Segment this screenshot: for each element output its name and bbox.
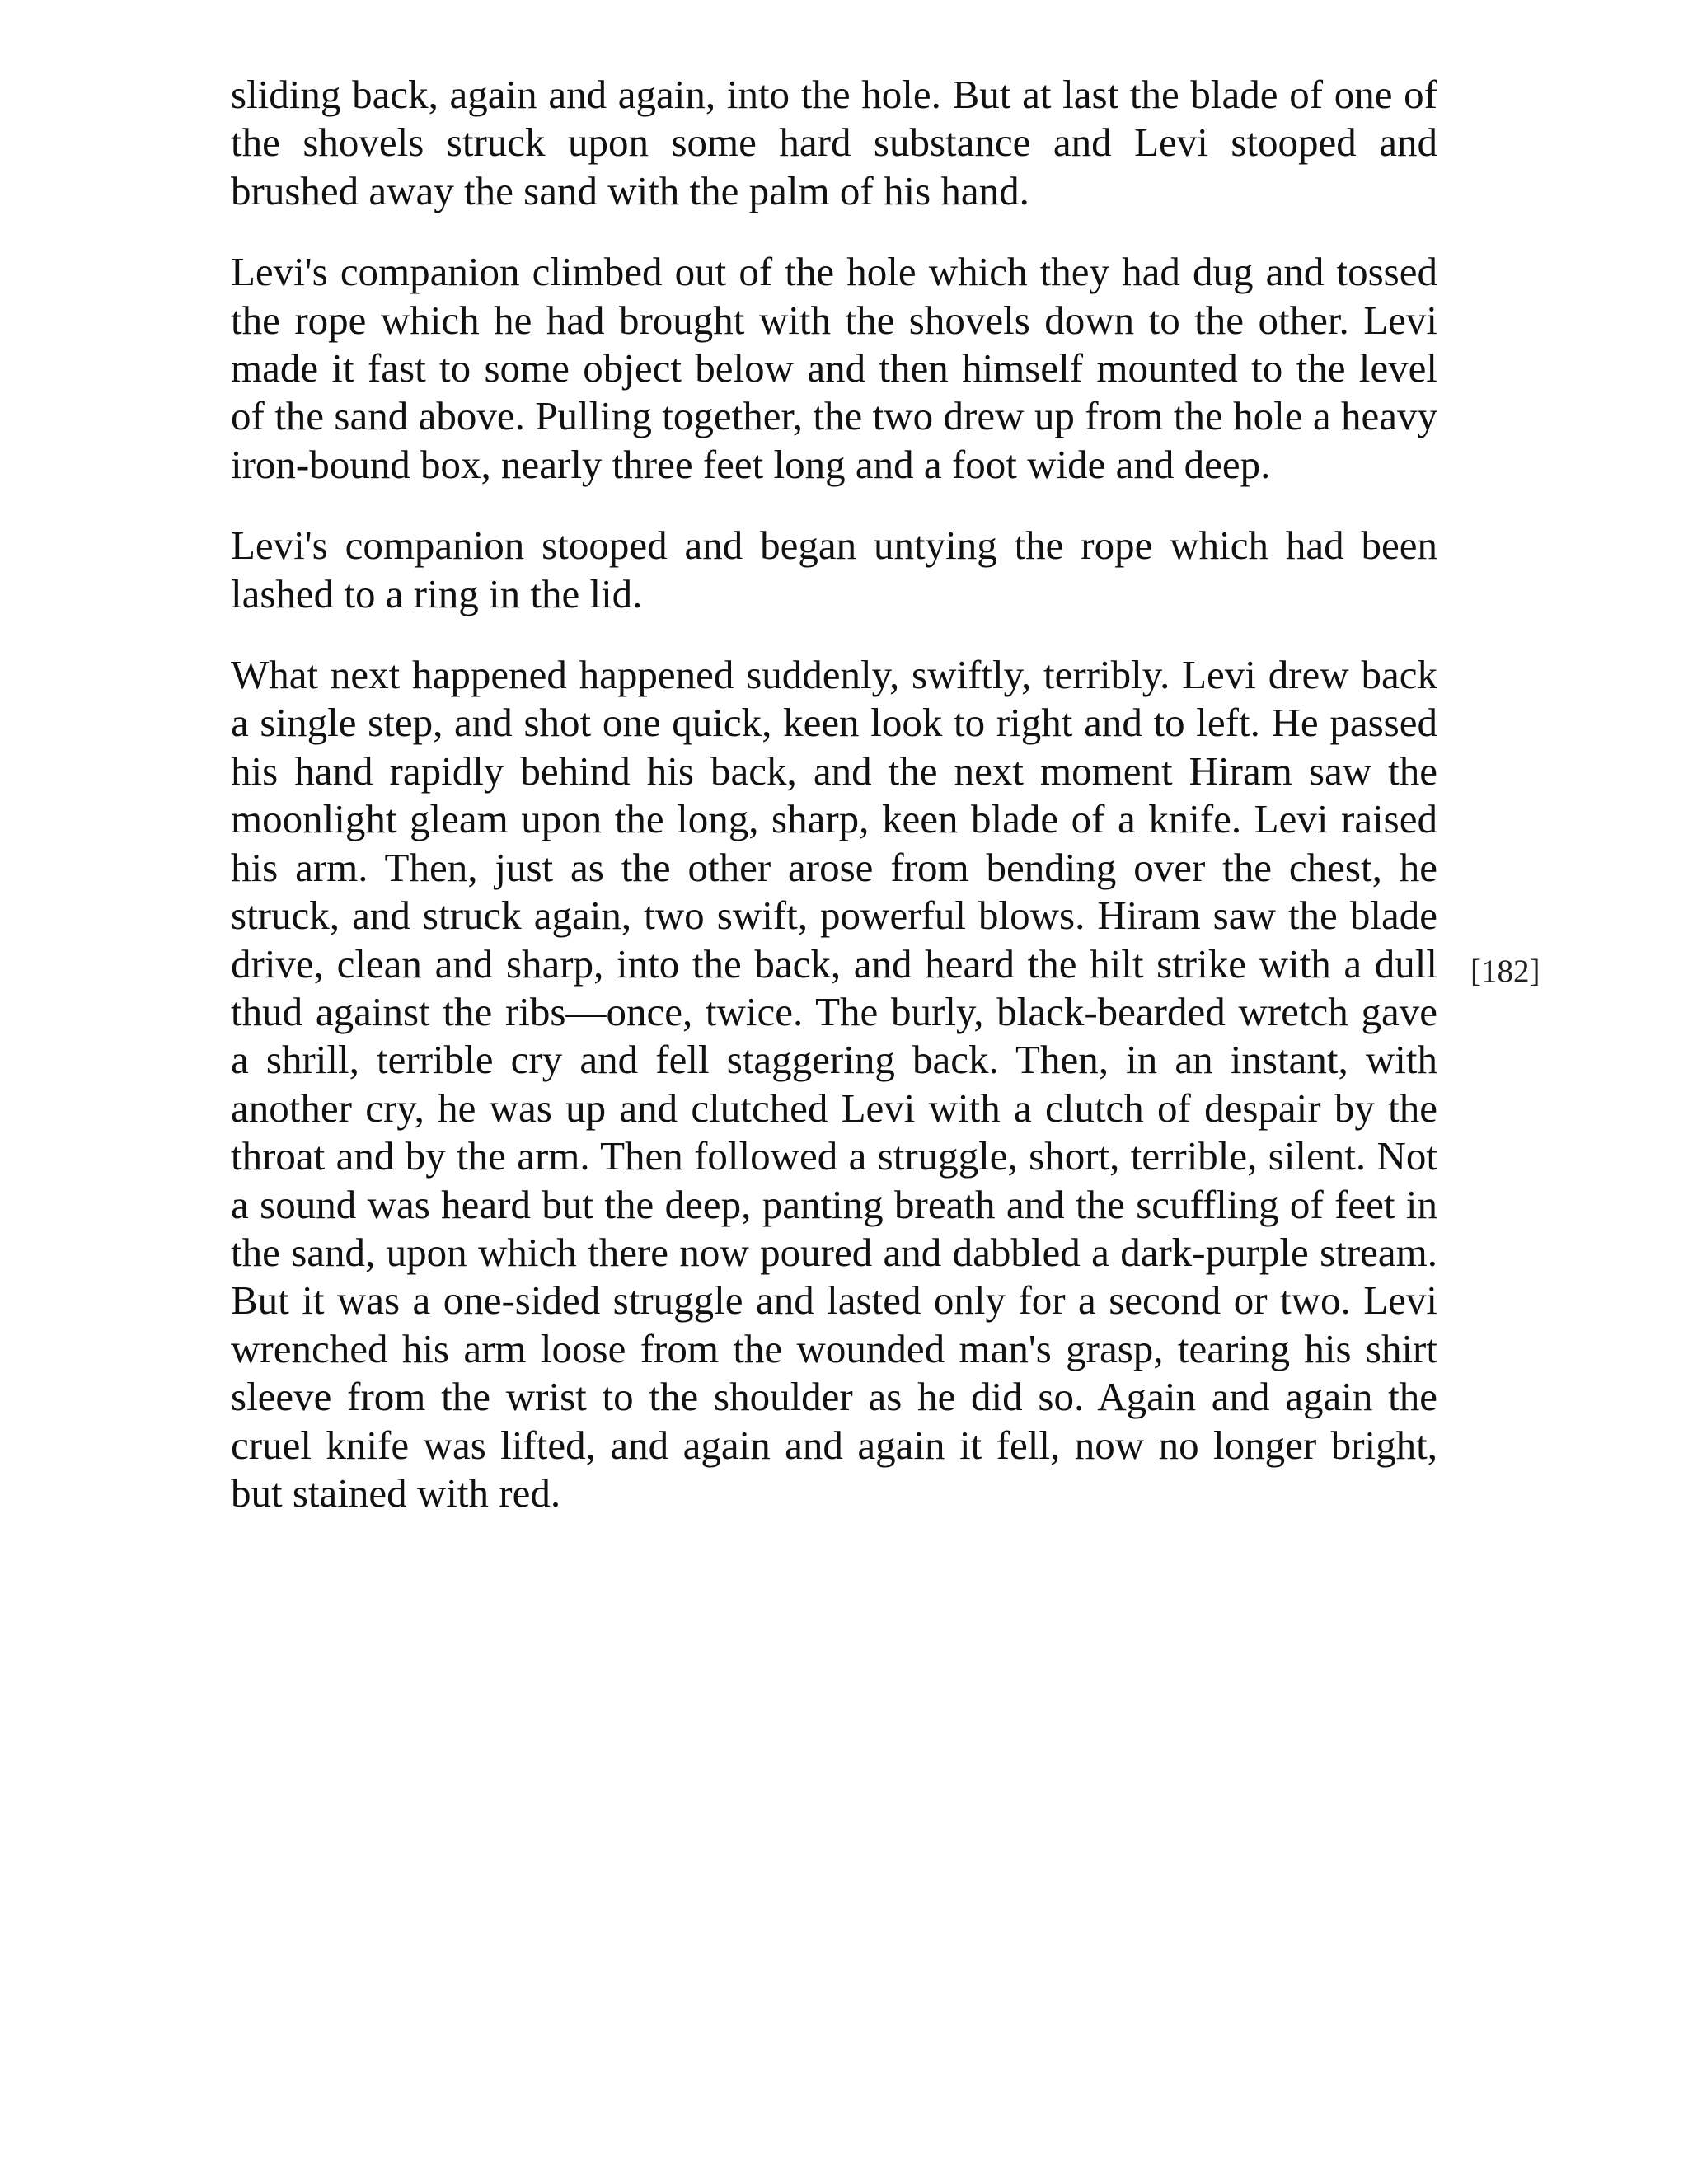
- paragraph-3: Levi's companion stooped and began untying the rope which had been lashed to a ring in the lid.: [231, 523, 1437, 616]
- body-text: [231, 71, 1437, 1550]
- paragraph-1: sliding back, again and again, into the hole. But at last the blade of one of the shovels struck upon some hard substance and Levi stooped and brushed away the sand with the palm of his hand.: [231, 72, 1437, 213]
- paragraph-2: Levi's companion climbed out of the hole which they had dug and tossed the rope which he had brought with the shovels down to the other. Levi made it fast to some object below and then himself mounted to the level of the sand above. Pulling together, the two drew up from the hole a heavy iron-bound box, nearly three feet long and a foot wide and deep.: [231, 249, 1437, 487]
- page-number: [182]: [1470, 954, 1540, 989]
- paragraph-4: What next happened happened suddenly, swiftly, terribly. Levi drew back a single step, and shot one quick, keen look to right and to left. He passed his hand rapidly behind his back, and the next moment Hiram saw the moonlight gleam upon the long, sharp, keen blade of a knife. Levi raised his arm. Then, just as the other arose from bending over the chest, he struck, and struck again, two swift, powerful blows. Hiram saw the blade drive, clean and sharp, into the back, and heard the hilt strike with a dull thud against the ribs—once, twice. The burly, black-bearded wretch gave a shrill, terrible cry and fell staggering back. Then, in an instant, with another cry, he was up and clutched Levi with a clutch of despair by the throat and by the arm. Then followed a struggle, short, terrible, silent. Not a sound was heard but the deep, panting breath and the scuffling of feet in the sand, upon which there now poured and dabbled a dark-purple stream. But it was a one-sided struggle and lasted only for a second or two. Levi wrenched his arm loose from the wounded man's grasp, tearing his shirt sleeve from the wrist to the shoulder as he did so. Again and again the cruel knife was lifted, and again and again it fell, now no longer bright, but stained with red.: [231, 652, 1437, 1516]
